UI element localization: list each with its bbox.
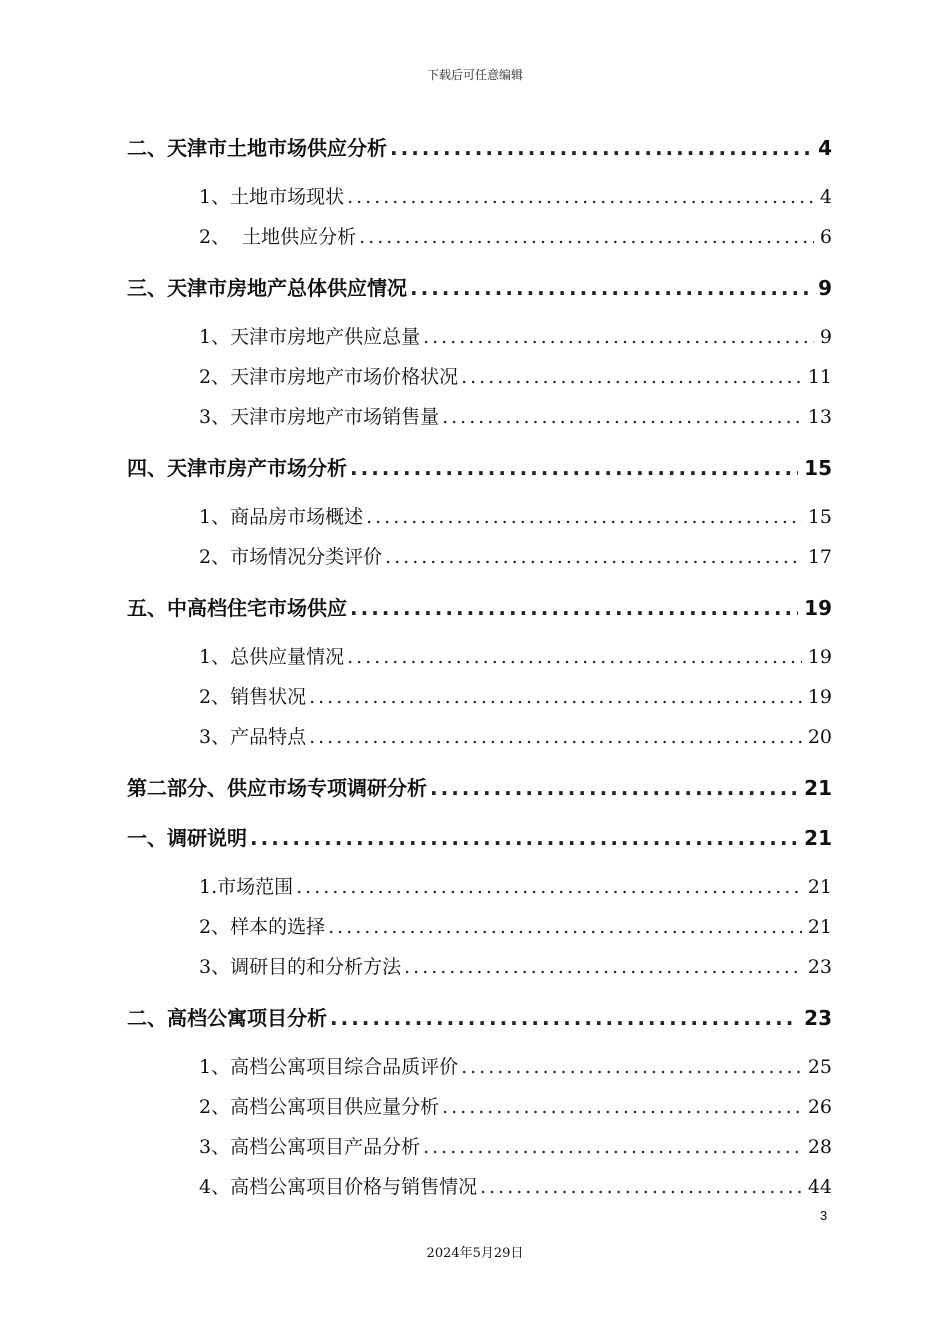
toc-entry-page: 25 [807,1056,832,1078]
toc-entry[interactable] [199,722,832,749]
toc-entry-page: 9 [819,326,832,348]
toc-entry-page: 4 [818,136,832,160]
toc-leader-dots [442,1096,802,1118]
toc-entry-page: 21 [804,826,832,850]
toc-entry-title: 五、中高档住宅市场供应 [127,596,347,620]
toc-entry-title: 2、样本的选择 [199,916,326,938]
toc-entry[interactable] [199,322,832,349]
toc-entry-title: 2、 土地供应分析 [199,226,357,248]
toc-entry[interactable] [127,592,832,621]
toc-entry[interactable] [199,872,832,899]
toc-entry[interactable] [127,452,832,481]
toc-entry-title: 3、产品特点 [199,726,307,748]
toc-leader-dots [404,956,802,978]
toc-leader-dots [347,646,802,668]
header-note: 下载后可任意编辑 [426,68,523,82]
toc-entry-title: 一、调研说明 [127,826,247,850]
toc-entry-title: 3、天津市房地产市场销售量 [199,406,440,428]
toc-entry-title: 2、销售状况 [199,686,307,708]
toc-entry-title: 四、天津市房产市场分析 [127,456,347,480]
toc-entry-page: 23 [807,956,832,978]
toc-leader-dots [296,876,802,898]
toc-entry-title: 2、高档公寓项目供应量分析 [199,1096,440,1118]
toc-leader-dots [309,726,802,748]
toc-entry[interactable] [127,132,832,161]
toc-leader-dots [350,456,798,480]
toc-entry-page: 28 [807,1136,832,1158]
toc-leader-dots [442,406,802,428]
toc-entry-page: 26 [807,1096,832,1118]
toc-entry[interactable] [127,1002,832,1031]
toc-entry[interactable] [199,1092,832,1119]
toc-leader-dots [385,546,802,568]
toc-entry-page: 19 [807,686,832,708]
toc-entry-title: 3、调研目的和分析方法 [199,956,402,978]
toc-entry[interactable] [199,362,832,389]
toc-entry-page: 19 [807,646,832,668]
toc-entry-title: 1、高档公寓项目综合品质评价 [199,1056,459,1078]
toc-leader-dots [430,776,798,800]
toc-entry-page: 21 [807,876,832,898]
toc-leader-dots [330,1006,798,1030]
toc-entry-title: 1、商品房市场概述 [199,506,364,528]
toc-leader-dots [309,686,802,708]
toc-leader-dots [461,1056,802,1078]
toc-entry-page: 9 [818,276,832,300]
toc-entry-page: 23 [804,1006,832,1030]
toc-entry[interactable] [127,272,832,301]
toc-leader-dots [347,186,814,208]
toc-entry-title: 3、高档公寓项目产品分析 [199,1136,421,1158]
toc-entry[interactable] [199,682,832,709]
toc-entry-page: 19 [804,596,832,620]
toc-entry[interactable] [199,1132,832,1159]
toc-entry-page: 21 [804,776,832,800]
toc-entry-title: 二、高档公寓项目分析 [127,1006,327,1030]
toc-entry-title: 三、天津市房地产总体供应情况 [127,276,407,300]
toc-entry[interactable] [199,1172,832,1199]
toc-entry[interactable] [127,822,832,851]
toc-entry[interactable] [199,402,832,429]
toc-entry-title: 二、天津市土地市场供应分析 [127,136,387,160]
toc-entry-title: 2、天津市房地产市场价格状况 [199,366,459,388]
toc-entry-page: 15 [804,456,832,480]
toc-entry[interactable] [199,912,832,939]
toc-leader-dots [423,326,814,348]
toc-leader-dots [480,1176,802,1198]
toc-leader-dots [350,596,798,620]
toc-entry-title: 2、市场情况分类评价 [199,546,383,568]
toc-entry-title: 1、天津市房地产供应总量 [199,326,421,348]
toc-entry-page: 13 [807,406,832,428]
toc-leader-dots [359,226,814,248]
toc-leader-dots [328,916,802,938]
toc-entry-title: 第二部分、供应市场专项调研分析 [127,776,427,800]
toc-leader-dots [423,1136,802,1158]
toc-entry-page: 44 [807,1176,832,1198]
toc-entry[interactable] [199,542,832,569]
toc-leader-dots [250,826,798,850]
toc-entry[interactable] [127,772,832,801]
toc-entry-page: 17 [807,546,832,568]
toc-entry-page: 6 [819,226,832,248]
toc-leader-dots [390,136,812,160]
toc-entry-title: 1、土地市场现状 [199,186,345,208]
toc-entry[interactable] [199,222,832,249]
toc-entry[interactable] [199,1052,832,1079]
toc-entry-title: 1.市场范围 [199,876,294,898]
toc-leader-dots [366,506,802,528]
toc-leader-dots [410,276,812,300]
page-number: 3 [820,1208,828,1223]
toc-entry[interactable] [199,952,832,979]
toc-entry-page: 20 [807,726,832,748]
toc-entry[interactable] [199,502,832,529]
toc-entry-page: 4 [819,186,832,208]
toc-leader-dots [461,366,802,388]
toc-entry-title: 1、总供应量情况 [199,646,345,668]
toc-entry-page: 11 [807,366,832,388]
toc-entry[interactable] [199,182,832,209]
toc-entry-page: 21 [807,916,832,938]
toc-entry-title: 4、高档公寓项目价格与销售情况 [199,1176,478,1198]
toc-entry[interactable] [199,642,832,669]
footer-date: 2024年5月29日 [426,1246,524,1261]
toc-entry-page: 15 [807,506,832,528]
